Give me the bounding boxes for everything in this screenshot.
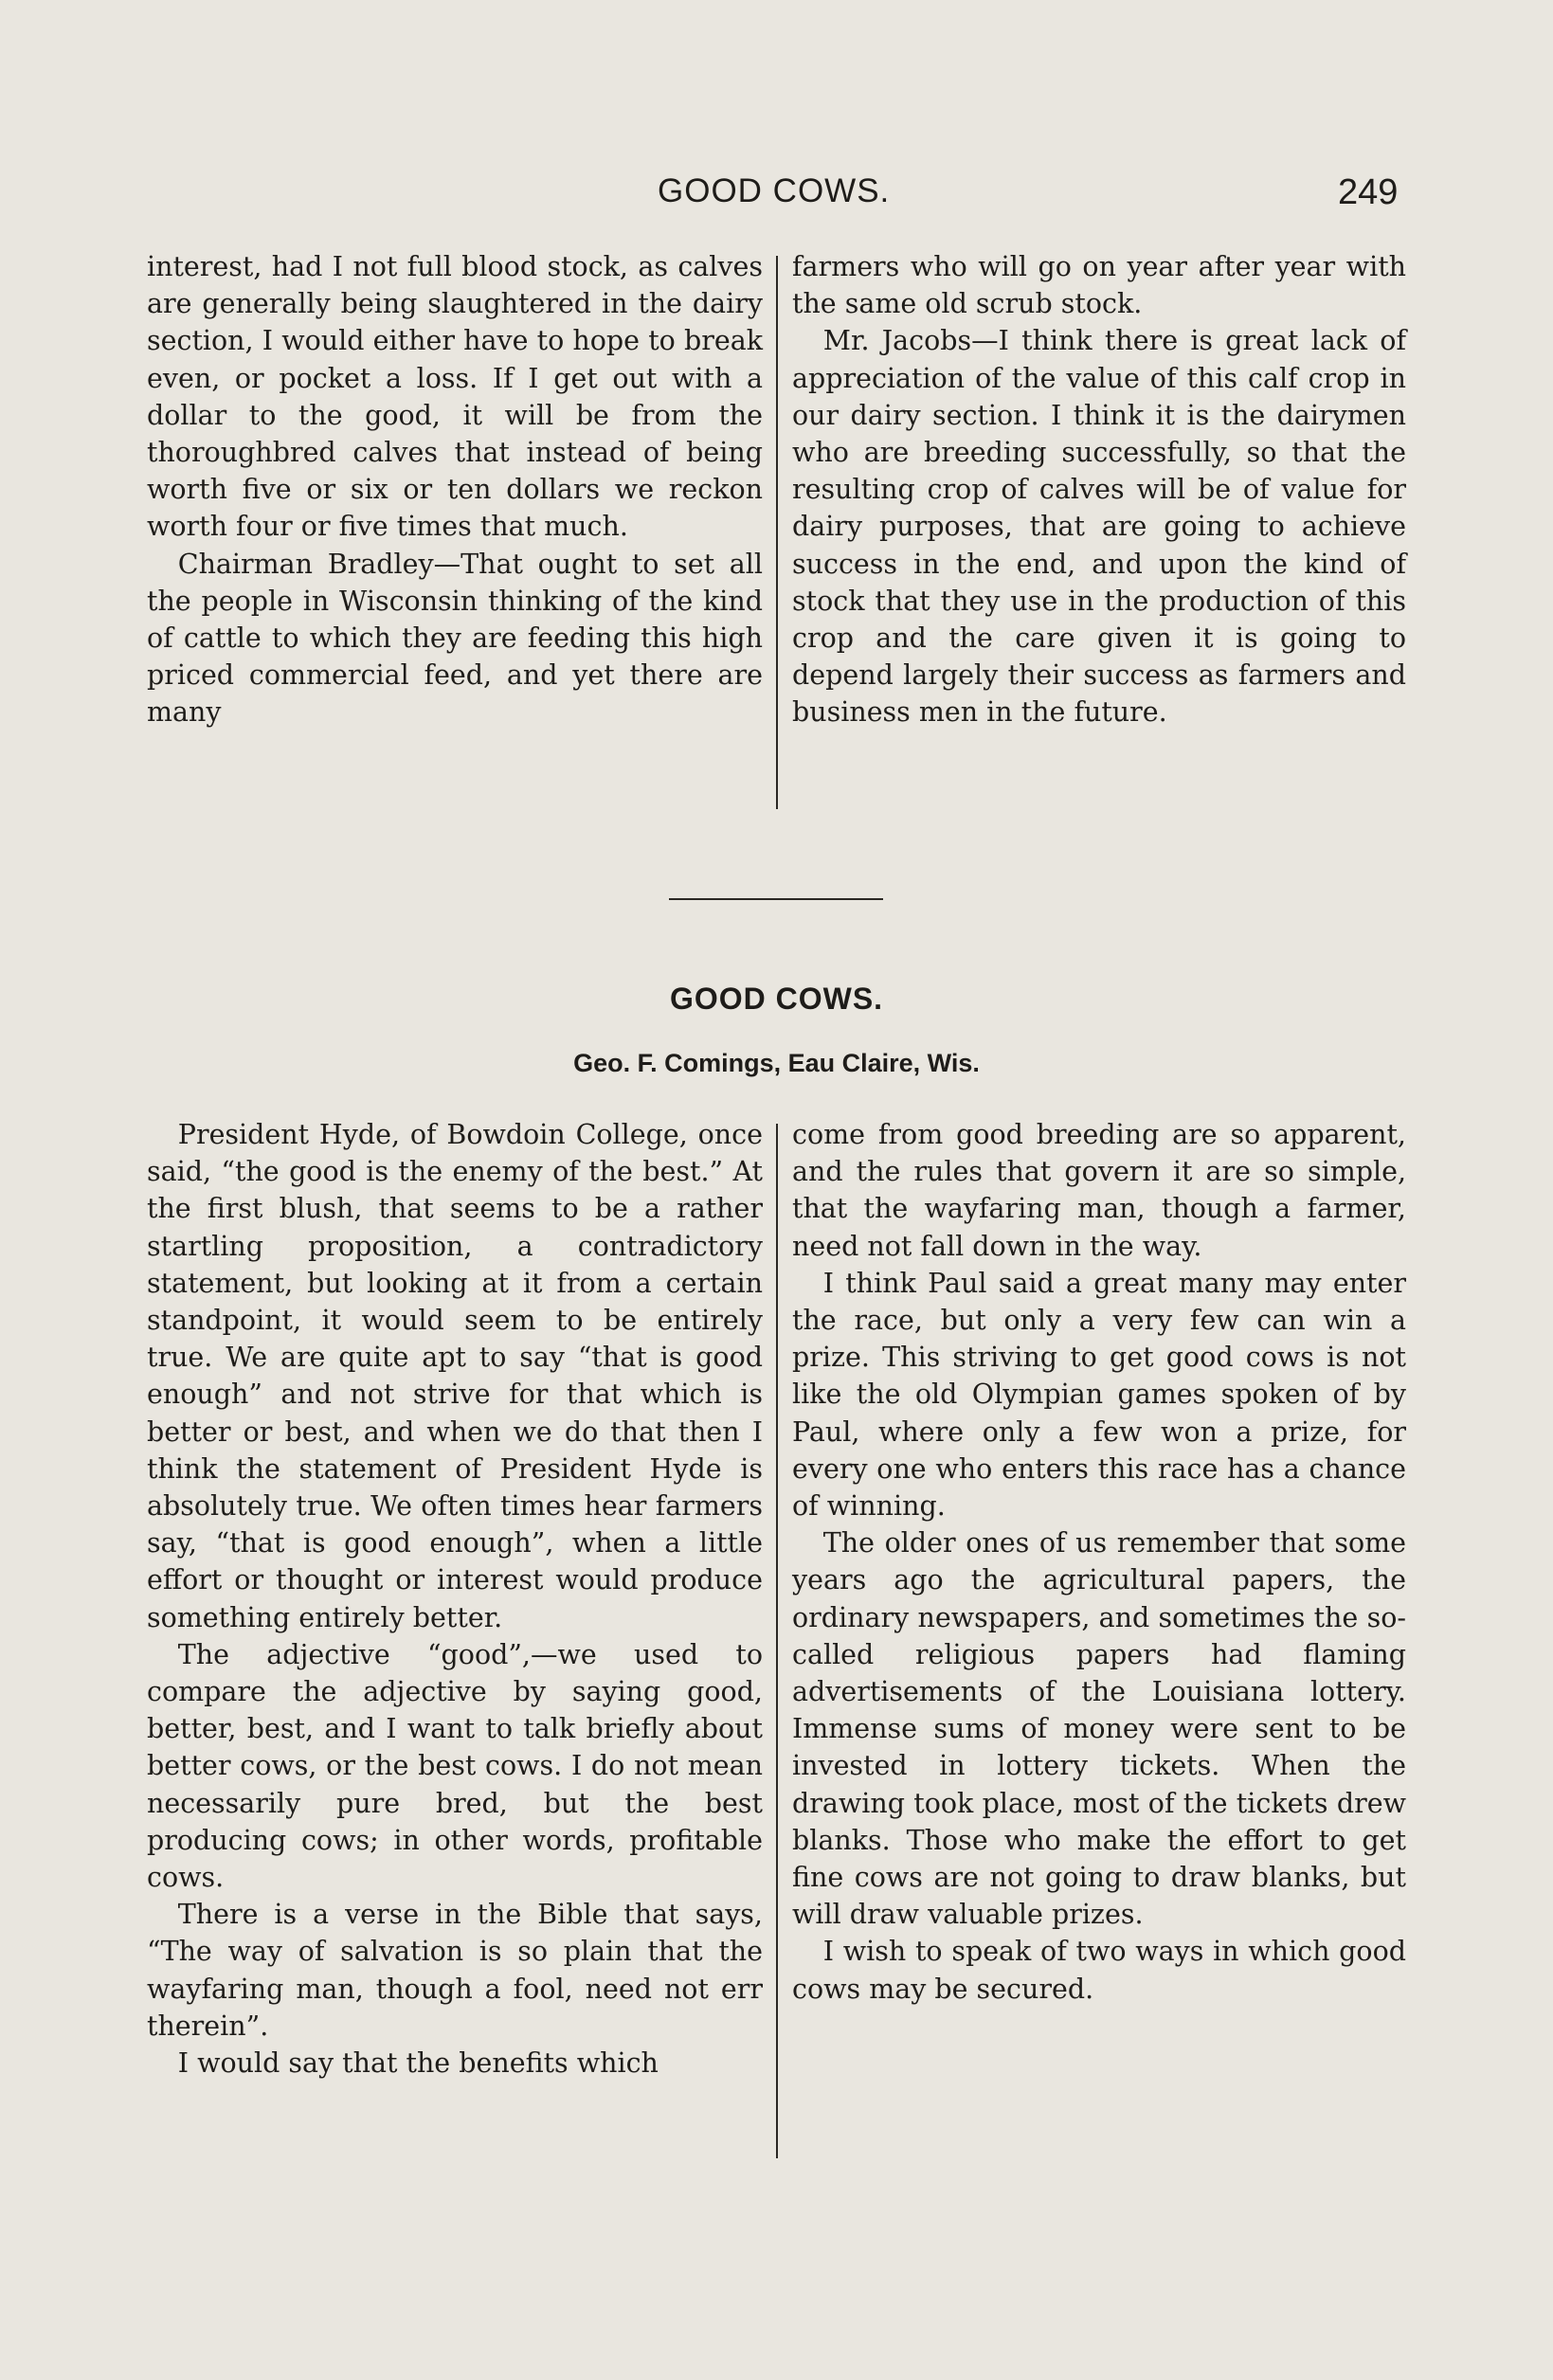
paragraph: There is a verse in the Bible that says, “The way of salvation is so plain that the wayfaring man, though a fool, need not err therein”. [147, 1899, 763, 2042]
top-right-column [792, 248, 1406, 731]
paragraph: interest, had I not full blood stock, as calves are generally being slaughtered in the dairy section, I would either have to hope to break even, or pocket a loss. If I get out with a dollar to the good, it will be from the thoroughbred calves that instead of being worth five or six or ten dollars we reckon worth four or five times that much. [147, 251, 763, 543]
article-right-column [792, 1116, 1406, 2008]
column-divider [776, 1124, 778, 2158]
article-left-column [147, 1116, 763, 2082]
running-head [0, 172, 1553, 220]
paragraph: Mr. Jacobs—I think there is great lack of appreciation of the value of this calf crop in our dairy section. I think it is the dairymen who are breeding successfully, so that the resulting crop of calves will be of value for dairy purposes, that are going to achieve success in the end, and upon the kind of stock that they use in the production of this crop and the care given it is going to depend largely their success as farmers and business men in the future. [792, 325, 1406, 729]
paragraph: I would say that the benefits which [177, 2047, 659, 2080]
paragraph: The adjective “good”,—we used to compare the adjective by saying good, better, best, and I want to talk briefly about better cows, or the best cows. I do not mean necessarily pure bred, but the best producing cows; in other words, profitable cows. [147, 1638, 763, 1894]
running-title: GOOD COWS. [658, 172, 891, 209]
paragraph: Chairman Bradley—That ought to set all the people in Wisconsin thinking of the kind of cattle to which they are feeding this high priced commercial feed, and yet there are many [147, 548, 763, 729]
paragraph: President Hyde, of Bowdoin College, once said, “the good is the enemy of the best.” At the first blush, that seems to be a rather startling proposition, a contradictory statement, but looking at it from a certain standpoint, it would seem to be entirely true. We are quite apt to say “that is good enough” and not strive for that which is better or best, and when we do that then I think the statement of President Hyde is absolutely true. We often times hear farmers say, “that is good enough”, when a little effort or thought or interest would produce something entirely better. [147, 1119, 763, 1633]
paragraph: The older ones of us remember that some years ago the agricultural papers, the ordinary newspapers, and sometimes the so-called religious papers had flaming advertisements of the Louisiana lottery. Immense sums of money were sent to be invested in lottery tickets. When the drawing took place, most of the tickets drew blanks. Those who make the effort to get fine cows are not going to draw blanks, but will draw valuable prizes. [792, 1527, 1406, 1931]
paragraph: come from good breeding are so apparent, and the rules that govern it are so simple, that the wayfaring man, though a farmer, need not fall down in the way. [792, 1119, 1406, 1262]
column-divider [776, 256, 778, 809]
section-divider [669, 898, 883, 900]
top-left-column [147, 248, 763, 731]
page-number: 249 [1338, 172, 1399, 212]
paragraph: I think Paul said a great many may enter the race, but only a very few can win a prize. This striving to get good cows is not like the old Olympian games spoken of by Paul, where only a few won a prize, for every one who enters this race has a chance of winning. [792, 1267, 1406, 1523]
article-title: GOOD COWS. [669, 982, 884, 1016]
paragraph: I wish to speak of two ways in which good cows may be secured. [792, 1936, 1406, 2005]
paragraph: farmers who will go on year after year with the same old scrub stock. [792, 251, 1406, 320]
article-byline: Geo. F. Comings, Eau Claire, Wis. [573, 1049, 980, 1077]
